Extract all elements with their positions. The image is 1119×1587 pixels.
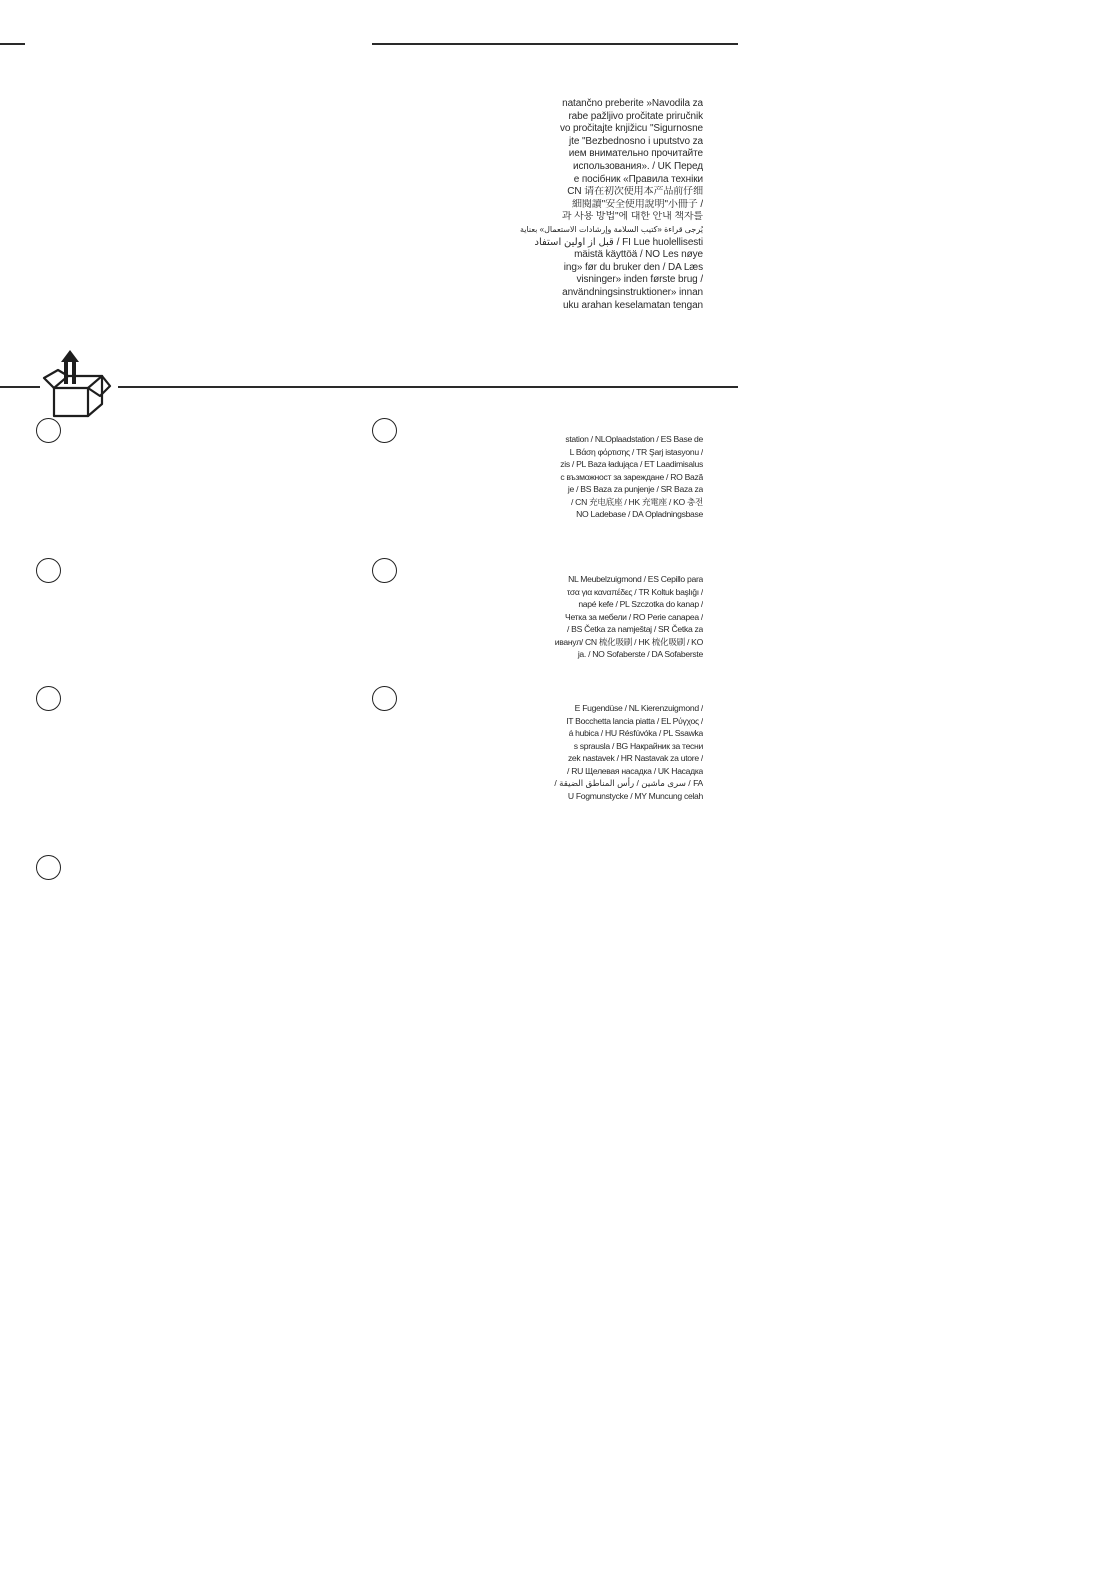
text-line: قبل از اولین استفاد / FI Lue huolellisesti [534,236,703,248]
text-line: visninger» inden første brug / [576,274,703,286]
text-line: يُرجى قراءة «كتيب السلامة وإرشادات الاستعمال» بعناية [519,224,703,234]
crevice-tool-labels [554,702,703,802]
text-line: napé kefe / PL Szczotka do kanap / [578,599,703,609]
text-line: IT Bocchetta lancia piatta / EL Ρύγχος / [566,715,703,726]
circle-marker-icon [36,418,61,443]
text-line: natančno preberite »Navodila za [562,98,703,109]
text-line: / سری ماشین / رأس المناطق الضيقة / FA [554,778,703,788]
text-line: L Βάση φόρτισης / TR Şarj istasyonu / [569,446,703,457]
section-right-rule [118,386,738,388]
circle-marker-icon [36,686,61,711]
text-line: användningsinstruktioner» innan [562,286,703,298]
text-line: s sprausla / BG Накрайник за тесни [573,740,703,751]
text-line: CN 请在初次使用本产品前仔细 [567,186,703,198]
circle-marker-icon [372,418,397,443]
text-line: E Fugendüse / NL Kierenzuigmond / [574,703,703,713]
text-line: с възможност за зареждане / RO Bază [560,471,703,482]
text-line: rabe pažljivo pročitate priručnik [568,110,703,122]
text-line: vo pročitajte knjižicu "Sigurnosne [559,123,703,135]
text-line: uku arahan keselamatan tengan [563,299,703,311]
text-line: е посібник «Правила техніки [573,173,703,185]
text-line: á hubica / HU Résfúvóka / PL Ssawka [568,728,703,738]
text-line: ja. / NO Sofaberste / DA Sofaberste [577,649,703,659]
text-line: 과 사용 방법"에 대한 안내 책자를 [561,211,703,223]
text-line: τσα για καναπέδες / TR Koltuk başlığı / [566,586,703,597]
circle-marker-icon [36,855,61,880]
text-line: / RU Щелевая насадка / UK Насадка [567,765,703,776]
top-right-rule [372,43,738,45]
text-line: / CN 充电底座 / HK 充電座 / KO 충전 [571,496,703,507]
text-line: zek nastavek / HR Nastavak za utore / [567,753,703,763]
text-line: / BS Četka za namještaj / SR Četka za [566,624,703,634]
text-line: 細閱讀"安全使用說明"小冊子 / [571,198,703,210]
text-line: station / NLOplaadstation / ES Base de [565,434,703,444]
text-line: je / BS Baza za punjenje / SR Baza za [567,484,703,494]
text-line: использования». / UK Перед [573,160,703,172]
charging-station-labels [560,433,703,521]
text-line: jte "Bezbednosno i uputstvo za [569,135,703,147]
text-line: mäistä käyttöä / NO Les nøye [574,249,703,261]
text-line: ing» før du bruker den / DA Læs [563,261,703,273]
furniture-brush-labels [555,573,703,661]
text-line: иванул/ CN 梳化吸刷 / HK 梳化吸刷 / KO [554,636,703,647]
text-line: zis / PL Baza ładująca / ET Laadimisalus [560,459,703,469]
circle-marker-icon [372,686,397,711]
circle-marker-icon [372,558,397,583]
unpack-box-icon [38,348,118,420]
circle-marker-icon [36,558,61,583]
text-line: U Fogmunstycke / MY Muncung celah [567,790,703,801]
text-line: Четка за мебели / RO Perie canapea / [565,611,703,622]
section-left-rule [0,386,40,388]
top-left-rule [0,43,25,45]
text-line: NL Meubelzuigmond / ES Cepillo para [568,574,703,584]
text-line: NO Ladebase / DA Opladningsbase [576,509,703,519]
text-line: ием внимательно прочитайте [568,148,703,160]
safety-manual-notice [520,98,703,312]
